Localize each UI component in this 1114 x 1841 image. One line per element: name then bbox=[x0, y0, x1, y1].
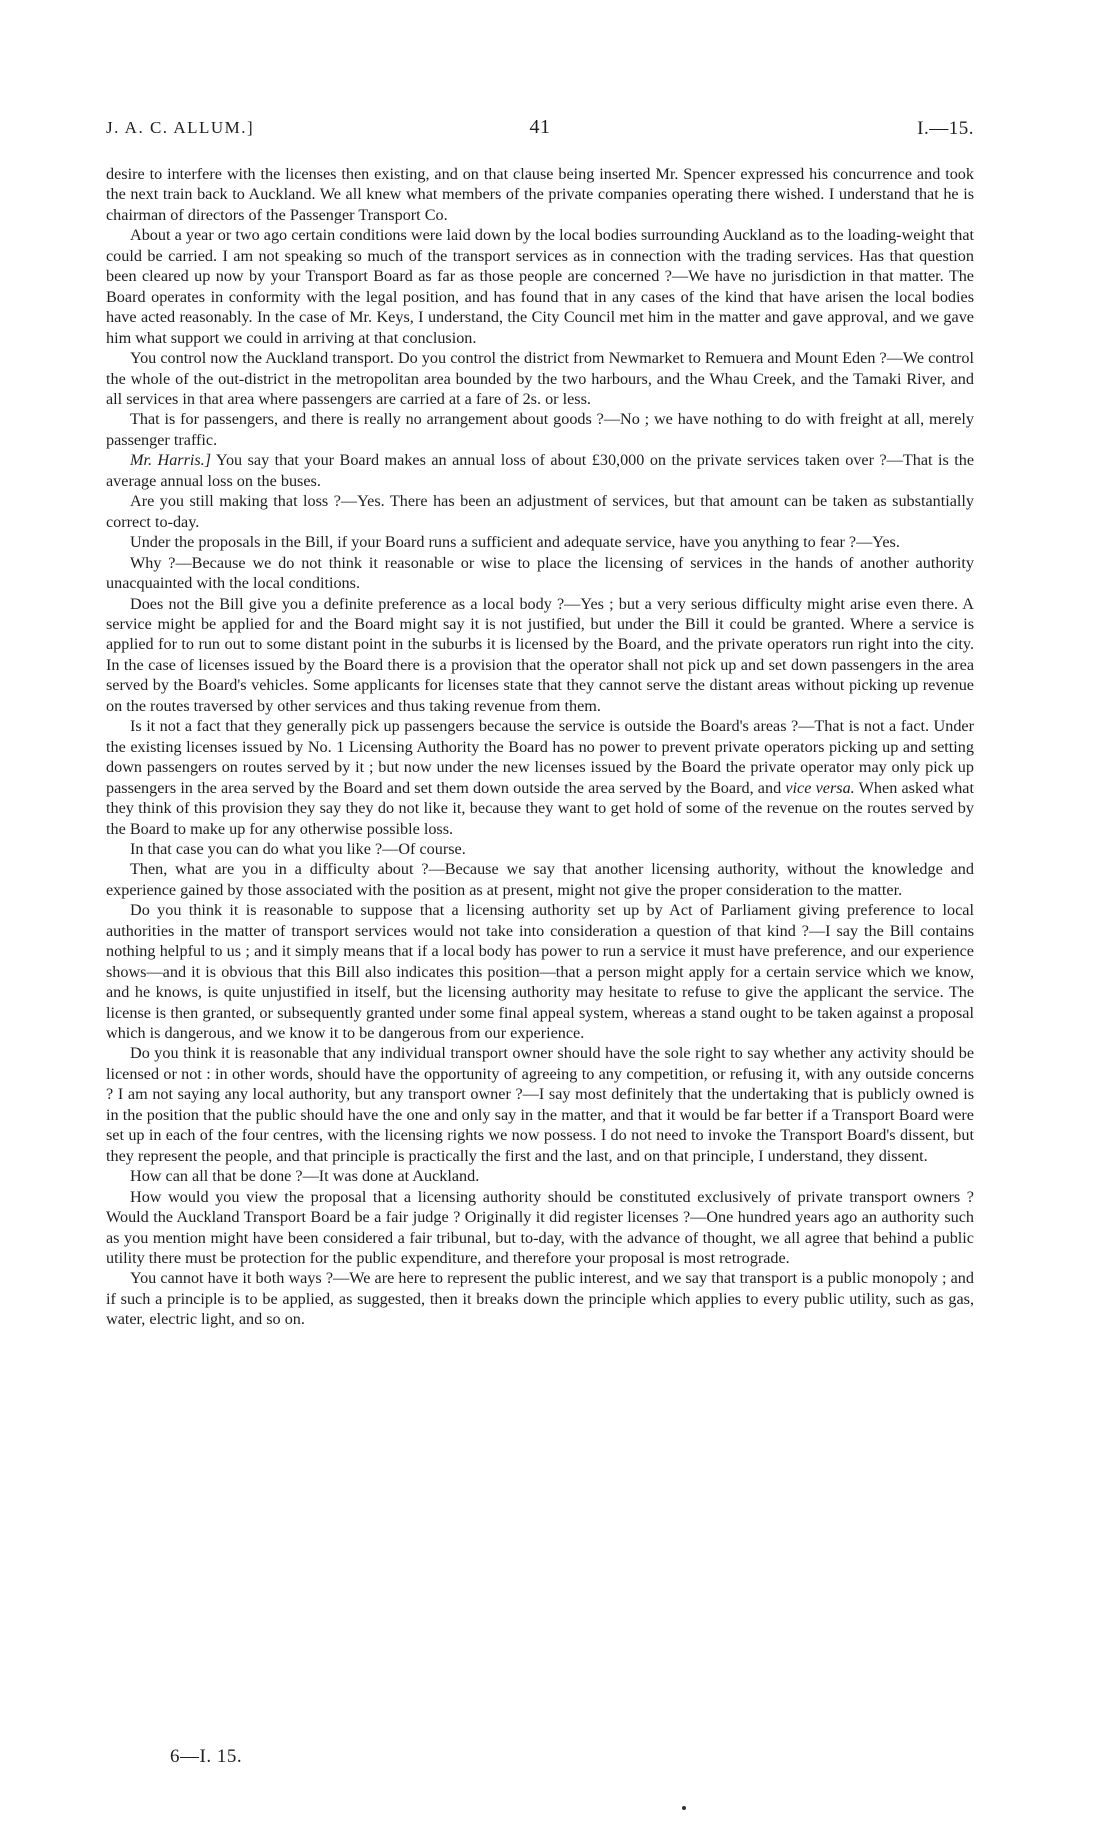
paragraph: In that case you can do what you like ?—Of course. bbox=[130, 839, 466, 858]
paragraph-vice-versa bbox=[106, 716, 974, 839]
header-paper-reference: I.—15. bbox=[917, 118, 974, 139]
document-page bbox=[106, 118, 974, 1330]
paragraph-speaker-harris bbox=[106, 450, 974, 491]
paragraph-text: Is it not a fact that they generally pick up passengers because the service is outside the Board's areas ?—That is not a fact. Under the existing licenses issued by No. 1 Licensing Authority the Board has no power to prevent private operators picking up and setting down passengers on routes served by it ; but now under the new licenses issued by the Board the private operator may only pick up passengers in the area served by the Board and set them down outside the area served by the Board, and bbox=[106, 717, 974, 797]
italic-phrase: vice versa. bbox=[785, 778, 855, 797]
page-number: 41 bbox=[529, 116, 551, 138]
paragraph: Do you think it is reasonable to suppose that a licensing authority set up by Act of Parliament giving preference to local authorities in the matter of transport services would not take into consideration a question of that kind ?—I say the Bill contains nothing helpful to us ; and it simply means that if a local body has power to run a service it must have preference, and our experience shows—and it is obvious that this Bill also indicates this position—that a person might apply for a certain service which we know, and he knows, is quite unjustified in itself, but the licensing authority may hesitate to refuse to give the applicant the service. The license is then granted, or subsequently granted under some final appeal system, whereas a stand ought to be taken against a proposal which is dangerous, and we know it to be dangerous from our experience. bbox=[106, 901, 974, 1043]
paragraph: Do you think it is reasonable that any individual transport owner should have the sole right to say whether any activity should be licensed or not : in other words, should have the opportunity of agreeing to any competition, or refusing it, with any outside concerns ? I am not saying any local authority, but any transport owner ?—I say most definitely that the undertaking that is publicly owned is in the position that the public should have the one and only say in the matter, and that it would be far better if a Transport Board were set up in each of the four centres, with the licensing rights we now possess. I do not need to invoke the Transport Board's dissent, but they represent the people, and that principle is practically the first and the last, and on that principle, I understand, they dissent. bbox=[106, 1044, 974, 1165]
paragraph: Does not the Bill give you a definite preference as a local body ?—Yes ; but a very serious difficulty might arise even there. A service might be applied for and the Board might say it is not justified, but under the Bill it could be granted. Where a service is applied for to run out to some distant point in the suburbs it is licensed by the Board, and the private operators run right into the city. In the case of licenses issued by the Board there is a provision that the operator shall not pick up and set down passengers in the area served by the Board's vehicles. Some applicants for licenses state that they cannot serve the distant areas without picking up revenue on the routes traversed by other services and thus taking revenue from them. bbox=[106, 594, 974, 715]
printer-signature-mark: 6—I. 15. bbox=[170, 1746, 243, 1767]
running-header bbox=[106, 118, 974, 148]
paragraph: That is for passengers, and there is really no arrangement about goods ?—No ; we have nothing to do with freight at all, merely passenger traffic. bbox=[106, 410, 974, 449]
speaker-label: Mr. Harris.] bbox=[130, 451, 212, 470]
paragraph-text: When asked what they think of this provision they say they do not like it, because they want to get hold of some of the revenue on the routes served by the Board to make up for any otherwise possible loss. bbox=[106, 778, 974, 838]
paragraph-continued: desire to interfere with the licenses then existing, and on that clause being inserted Mr. Spencer expressed his concurrence and took the next train back to Auckland. We all knew what members of the private companies operating there wished. I understand that he is chairman of directors of the Passenger Transport Co. bbox=[106, 165, 974, 224]
paragraph: Then, what are you in a difficulty about ?—Because we say that another licensing authority, without the knowledge and experience gained by those associated with the position as at present, might not give the proper consideration to the matter. bbox=[106, 860, 974, 899]
paragraph: Why ?—Because we do not think it reasonable or wise to place the licensing of services in the hands of another authority unacquainted with the local conditions. bbox=[106, 553, 974, 593]
header-witness-name: J. A. C. ALLUM.] bbox=[106, 118, 255, 137]
paragraph: How would you view the proposal that a licensing authority should be constituted exclusively of private transport owners ? Would the Auckland Transport Board be a fair judge ? Originally it did register licenses ?—One hundred years ago an authority such as you mention might have been considered a fair tribunal, but to-day, with the advance of thought, we all agree that behind a public utility there must be protection for the public expenditure, and therefore your proposal is most retrograde. bbox=[106, 1187, 974, 1268]
paragraph: You control now the Auckland transport. Do you control the district from Newmarket to Remuera and Mount Eden ?—We control the whole of the out-district in the metropolitan area bounded by the two harbours, and the Whau Creek, and the Tamaki River, and all services in that area where passengers are carried at a fare of 2s. or less. bbox=[106, 349, 974, 408]
paragraph: You cannot have it both ways ?—We are here to represent the public interest, and we say that transport is a public monopoly ; and if such a principle is to be applied, as suggested, then it breaks down the principle which applies to every public utility, such as gas, water, electric light, and so on. bbox=[106, 1269, 974, 1329]
scan-speck bbox=[682, 1806, 686, 1810]
paragraph: About a year or two ago certain conditions were laid down by the local bodies surrounding Auckland as to the loading-weight that could be carried. I am not speaking so much of the transport services as in connection with the trading services. Has that question been cleared up now by your Transport Board as far as those people are concerned ?—We have no jurisdiction in that matter. The Board operates in conformity with the legal position, and has found that in any cases of the kind that have arisen the local bodies have acted reasonably. In the case of Mr. Keys, I understand, the City Council met him in the matter and gave approval, and we gave him what support we could in arriving at that conclusion. bbox=[106, 226, 974, 347]
paragraph: How can all that be done ?—It was done at Auckland. bbox=[130, 1167, 480, 1186]
body-text bbox=[106, 164, 974, 1330]
paragraph-text: You say that your Board makes an annual loss of about £30,000 on the private services taken over ?—That is the average annual loss on the buses. bbox=[106, 451, 975, 490]
paragraph: Are you still making that loss ?—Yes. There has been an adjustment of services, but that amount can be taken as substantially correct to-day. bbox=[106, 492, 974, 531]
paragraph: Under the proposals in the Bill, if your Board runs a sufficient and adequate service, have you anything to fear ?—Yes. bbox=[130, 533, 900, 552]
